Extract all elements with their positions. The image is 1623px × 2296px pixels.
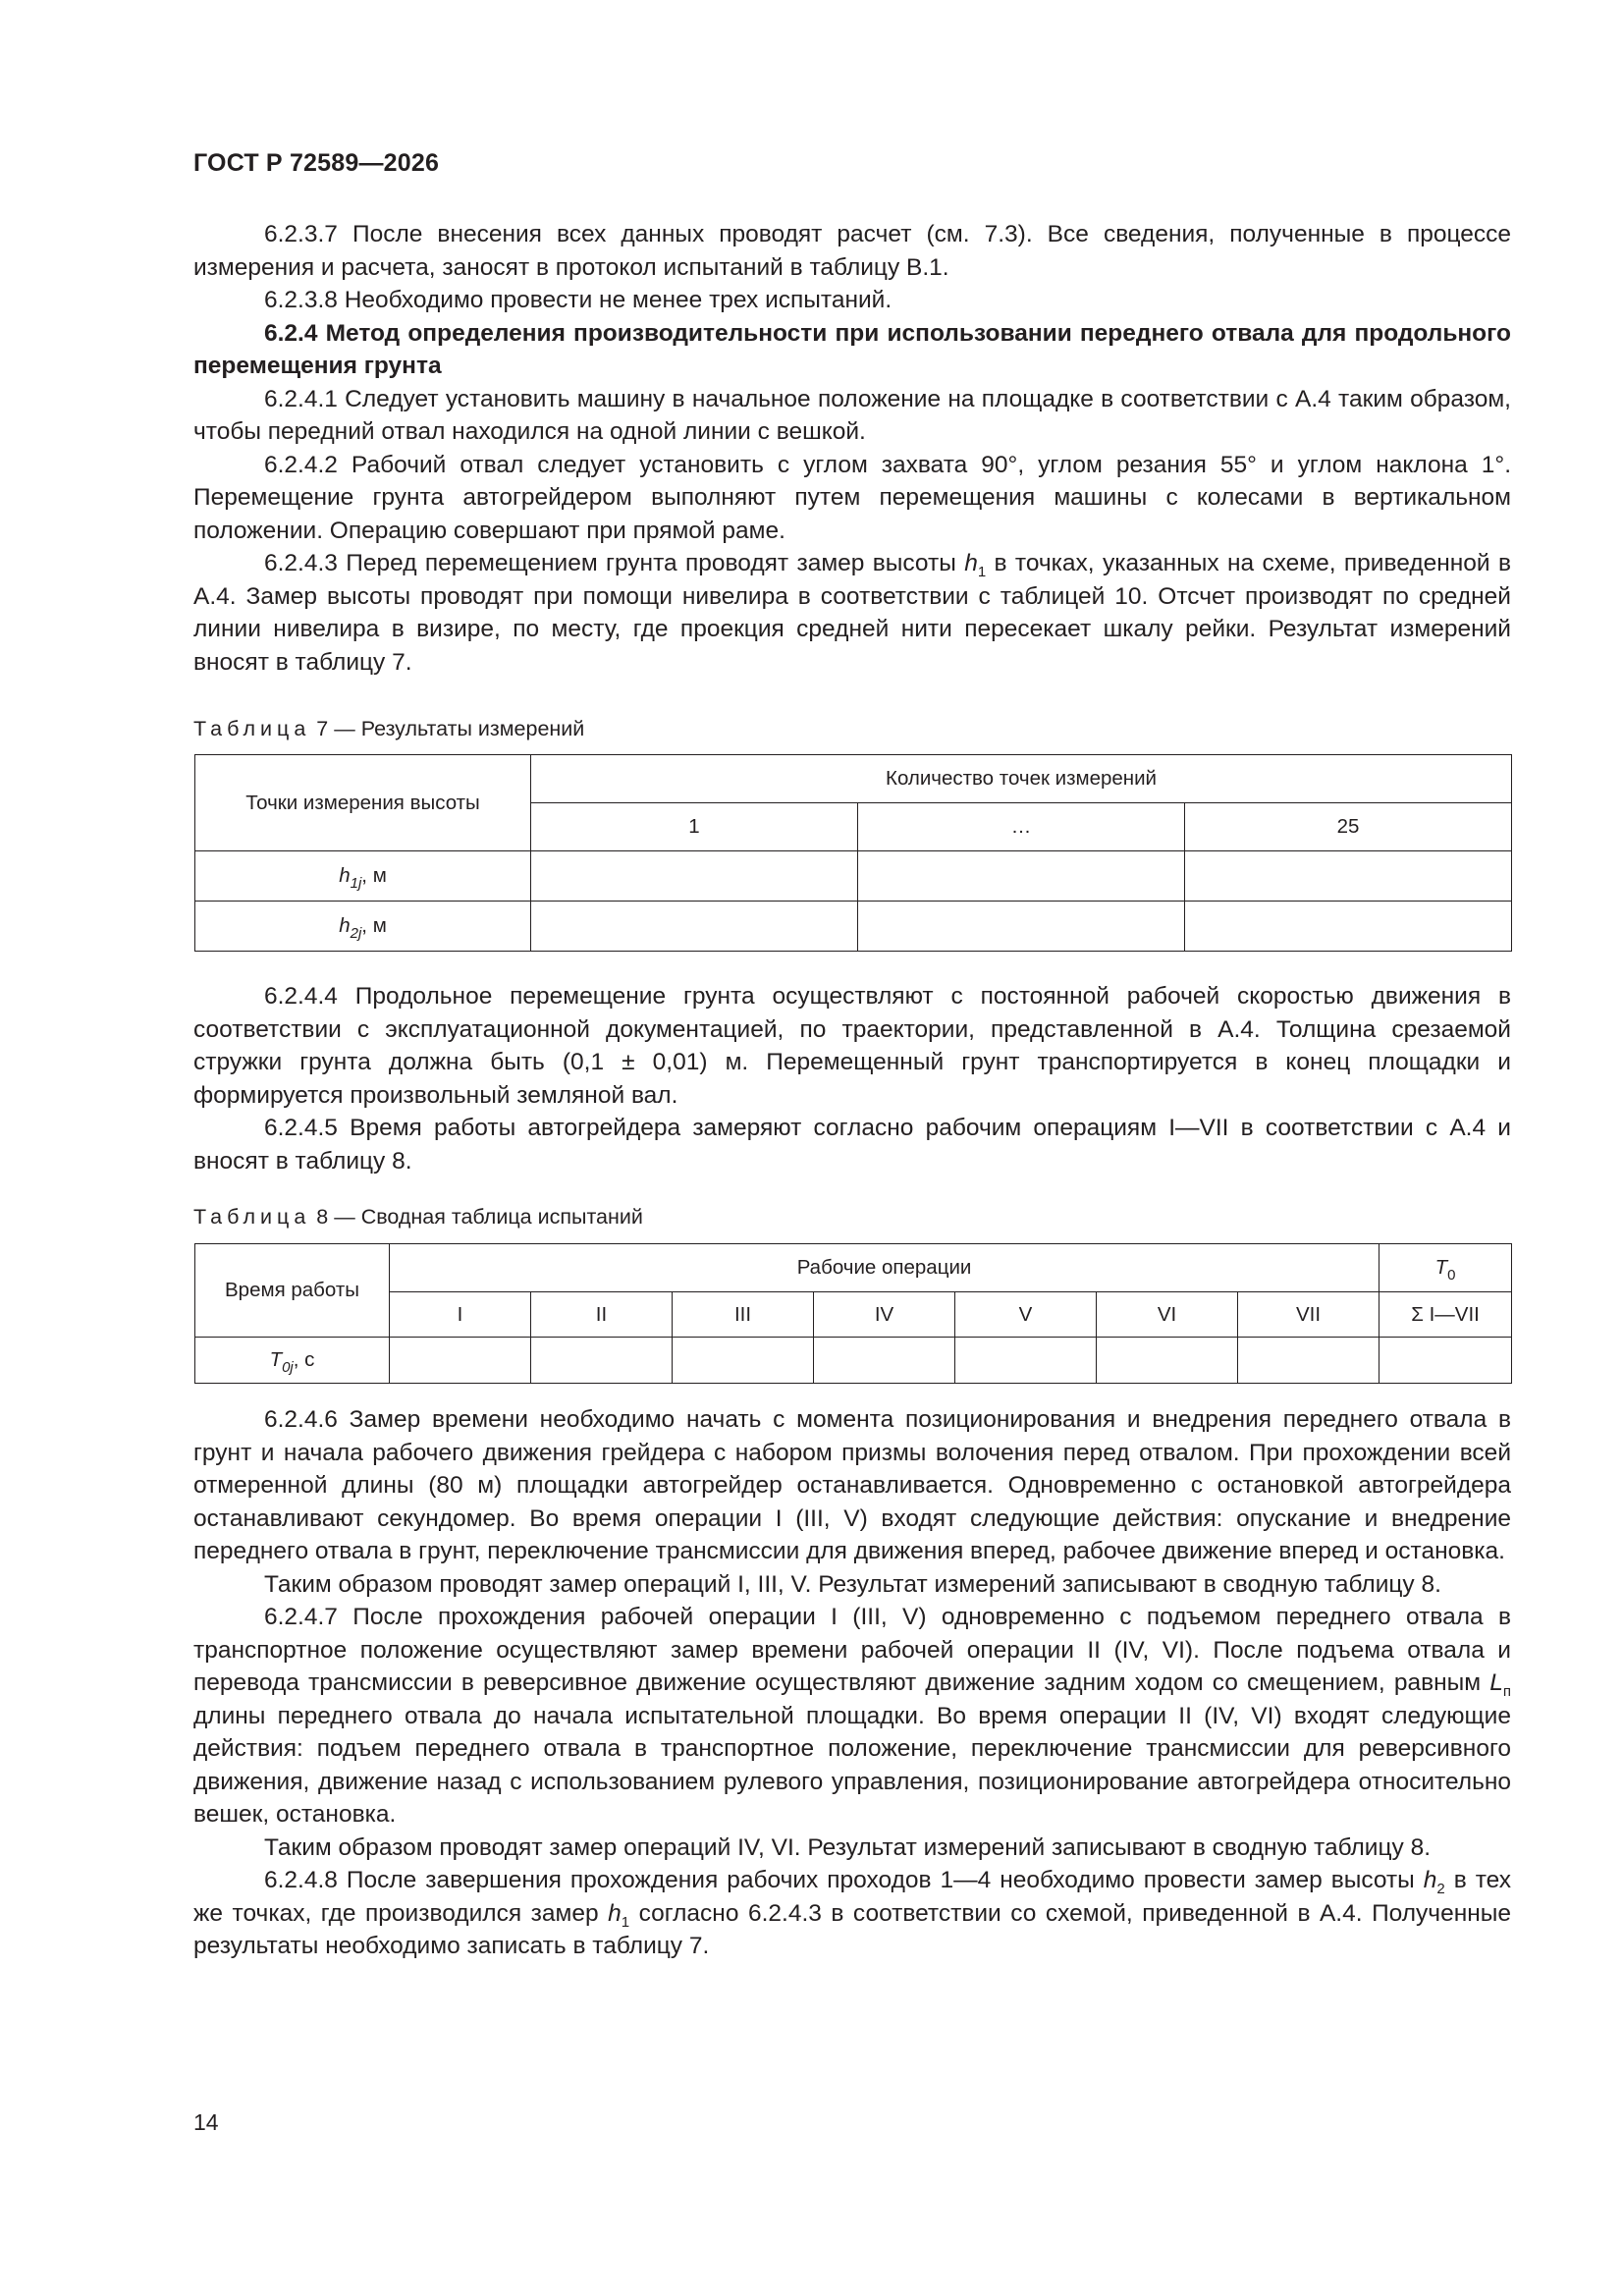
table8-caption-lead: Таблица <box>193 1205 311 1229</box>
p-6-2-4-4: 6.2.4.4 Продольное перемещение грунта осуществляют с постоянной рабочей скоростью движения в соответствии с эксплуатационной документацией, по траектории, представленной в А.4. Толщина срезаемой стружки грунта должна быть (0,1 ± 0,01) м. Перемещенный грунт транспортируется в конец площадки и формируется произвольный земляной вал. <box>193 983 1511 1109</box>
table7-cell <box>1185 902 1512 952</box>
p-6-2-4-2: 6.2.4.2 Рабочий отвал следует установить с углом захвата 90°, углом резания 55° и углом наклона 1°. Перемещение грунта автогрейдером выполняют путем перемещения машины с колесами в вертикальном положении. Операцию совершают при прямой раме. <box>193 451 1511 544</box>
table8-header-t0: $T_0$ <box>1380 1244 1512 1292</box>
table7-cell <box>1185 851 1512 902</box>
table8-sum-header: Σ I—VII <box>1380 1292 1512 1338</box>
table7-cell <box>858 902 1185 952</box>
table8-row-label: $T_{0j}$, с <box>195 1338 390 1384</box>
table7-col-header: 25 <box>1185 803 1512 851</box>
table8-cell <box>955 1338 1097 1384</box>
p-6-2-3-7: 6.2.3.7 После внесения всех данных проводят расчет (см. 7.3). Все сведения, полученные в процессе измерения и расчета, заносят в протокол испытаний в таблицу В.1. <box>193 221 1511 281</box>
table8-cell <box>531 1338 673 1384</box>
table8-op-header: II <box>531 1292 673 1338</box>
table7-row-label: $h_{1j}$, м <box>195 851 531 902</box>
table8-caption <box>193 1202 1511 1231</box>
table8-cell <box>814 1338 955 1384</box>
table7-caption-lead: Таблица <box>193 717 311 740</box>
table8-cell <box>1097 1338 1238 1384</box>
table8-op-header: III <box>673 1292 814 1338</box>
text-block-c <box>193 1403 1511 1963</box>
table7-row-label: $h_{2j}$, м <box>195 902 531 952</box>
p-6-2-4-1: 6.2.4.1 Следует установить машину в начальное положение на площадке в соответствии с А.4 таким образом, чтобы передний отвал находился на одной линии с вешкой. <box>193 385 1511 445</box>
table7-col-header: … <box>858 803 1185 851</box>
table7-col-header: 1 <box>531 803 858 851</box>
p-6-2-4-7: 6.2.4.7 После прохождения рабочей операции I (III, V) одновременно с подъемом переднего отвала в транспортное положение осуществляют замер времени рабочей операции II (IV, VI). После подъема отвала и перевода трансмиссии в реверсивное движение осуществляют движение задним ходом со смещением, равным $L_п$ длины переднего отвала до начала испытательной площадки. Во время операции II (IV, VI) входят следующие действия: подъем переднего отвала в транспортное положение, переключение трансмиссии для реверсивного движения, движение назад с использованием рулевого управления, позиционирование автогрейдера относительно вешек, остановка. <box>193 1604 1511 1828</box>
table8-op-header: IV <box>814 1292 955 1338</box>
table7-cell <box>531 851 858 902</box>
p-summary-1: Таким образом проводят замер операций I, III, V. Результат измерений записывают в сводную таблицу 8. <box>264 1570 1441 1598</box>
table7 <box>194 754 1512 952</box>
p-summary-2: Таким образом проводят замер операций IV, VI. Результат измерений записывают в сводную таблицу 8. <box>264 1833 1432 1861</box>
table8-header-group: Рабочие операции <box>390 1244 1380 1292</box>
document-header: ГОСТ Р 72589—2026 <box>193 149 440 177</box>
table8-op-header: VII <box>1238 1292 1380 1338</box>
table7-header-group: Количество точек измерений <box>531 755 1512 803</box>
page-number: 14 <box>193 2109 219 2135</box>
table-row <box>195 902 1512 952</box>
table7-caption-text: 7 — Результаты измерений <box>310 717 585 740</box>
table8-cell <box>673 1338 814 1384</box>
table8-cell <box>1238 1338 1380 1384</box>
text-block-a <box>193 218 1511 679</box>
table7-header-points: Точки измерения высоты <box>195 755 531 851</box>
table7-cell <box>858 851 1185 902</box>
table8-header-time: Время работы <box>195 1244 390 1338</box>
p-6-2-4-6: 6.2.4.6 Замер времени необходимо начать с момента позиционирования и внедрения переднего отвала в грунт и начала рабочего движения грейдера с набором призмы волочения перед отвалом. При прохождении всей отмеренной длины (80 м) площадки автогрейдер останавливается. Одновременно с остановкой автогрейдера останавливают секундомер. Во время операции I (III, V) входят следующие действия: опускание и внедрение переднего отвала в грунт, переключение трансмиссии для движения вперед, рабочее движение вперед и остановка. <box>193 1406 1511 1564</box>
table-row <box>195 851 1512 902</box>
table8-cell <box>390 1338 531 1384</box>
table8-op-header: I <box>390 1292 531 1338</box>
table8-op-header: VI <box>1097 1292 1238 1338</box>
p-6-2-3-8: 6.2.3.8 Необходимо провести не менее трех испытаний. <box>264 287 893 313</box>
table-row <box>195 1338 1512 1384</box>
table8-op-header: V <box>955 1292 1097 1338</box>
table8-cell <box>1380 1338 1512 1384</box>
table7-caption <box>193 714 1511 743</box>
p-6-2-4-5: 6.2.4.5 Время работы автогрейдера замеряют согласно рабочим операциям I—VII в соответствии с А.4 и вносят в таблицу 8. <box>193 1115 1511 1175</box>
table7-cell <box>531 902 858 952</box>
table8 <box>194 1243 1512 1384</box>
text-block-b <box>193 980 1511 1177</box>
heading-6-2-4: 6.2.4 Метод определения производительности при использовании переднего отвала для продольного перемещения грунта <box>193 319 1511 379</box>
table8-caption-text: 8 — Сводная таблица испытаний <box>310 1205 643 1229</box>
p-6-2-4-8: 6.2.4.8 После завершения прохождения рабочих проходов 1—4 необходимо провести замер высоты $h_2$ в тех же точках, где производился замер $h_1$ согласно 6.2.4.3 в соответствии со схемой, приведенной в А.4. Полученные результаты необходимо записать в таблицу 7. <box>193 1867 1511 1959</box>
p-6-2-4-3: 6.2.4.3 Перед перемещением грунта проводят замер высоты $h_1$ в точках, указанных на схеме, приведенной в А.4. Замер высоты проводят при помощи нивелира в соответствии с таблицей 10. Отсчет производят по средней линии нивелира в визире, по месту, где проекция средней нити пересекает шкалу рейки. Результат измерений вносят в таблицу 7. <box>193 550 1511 676</box>
